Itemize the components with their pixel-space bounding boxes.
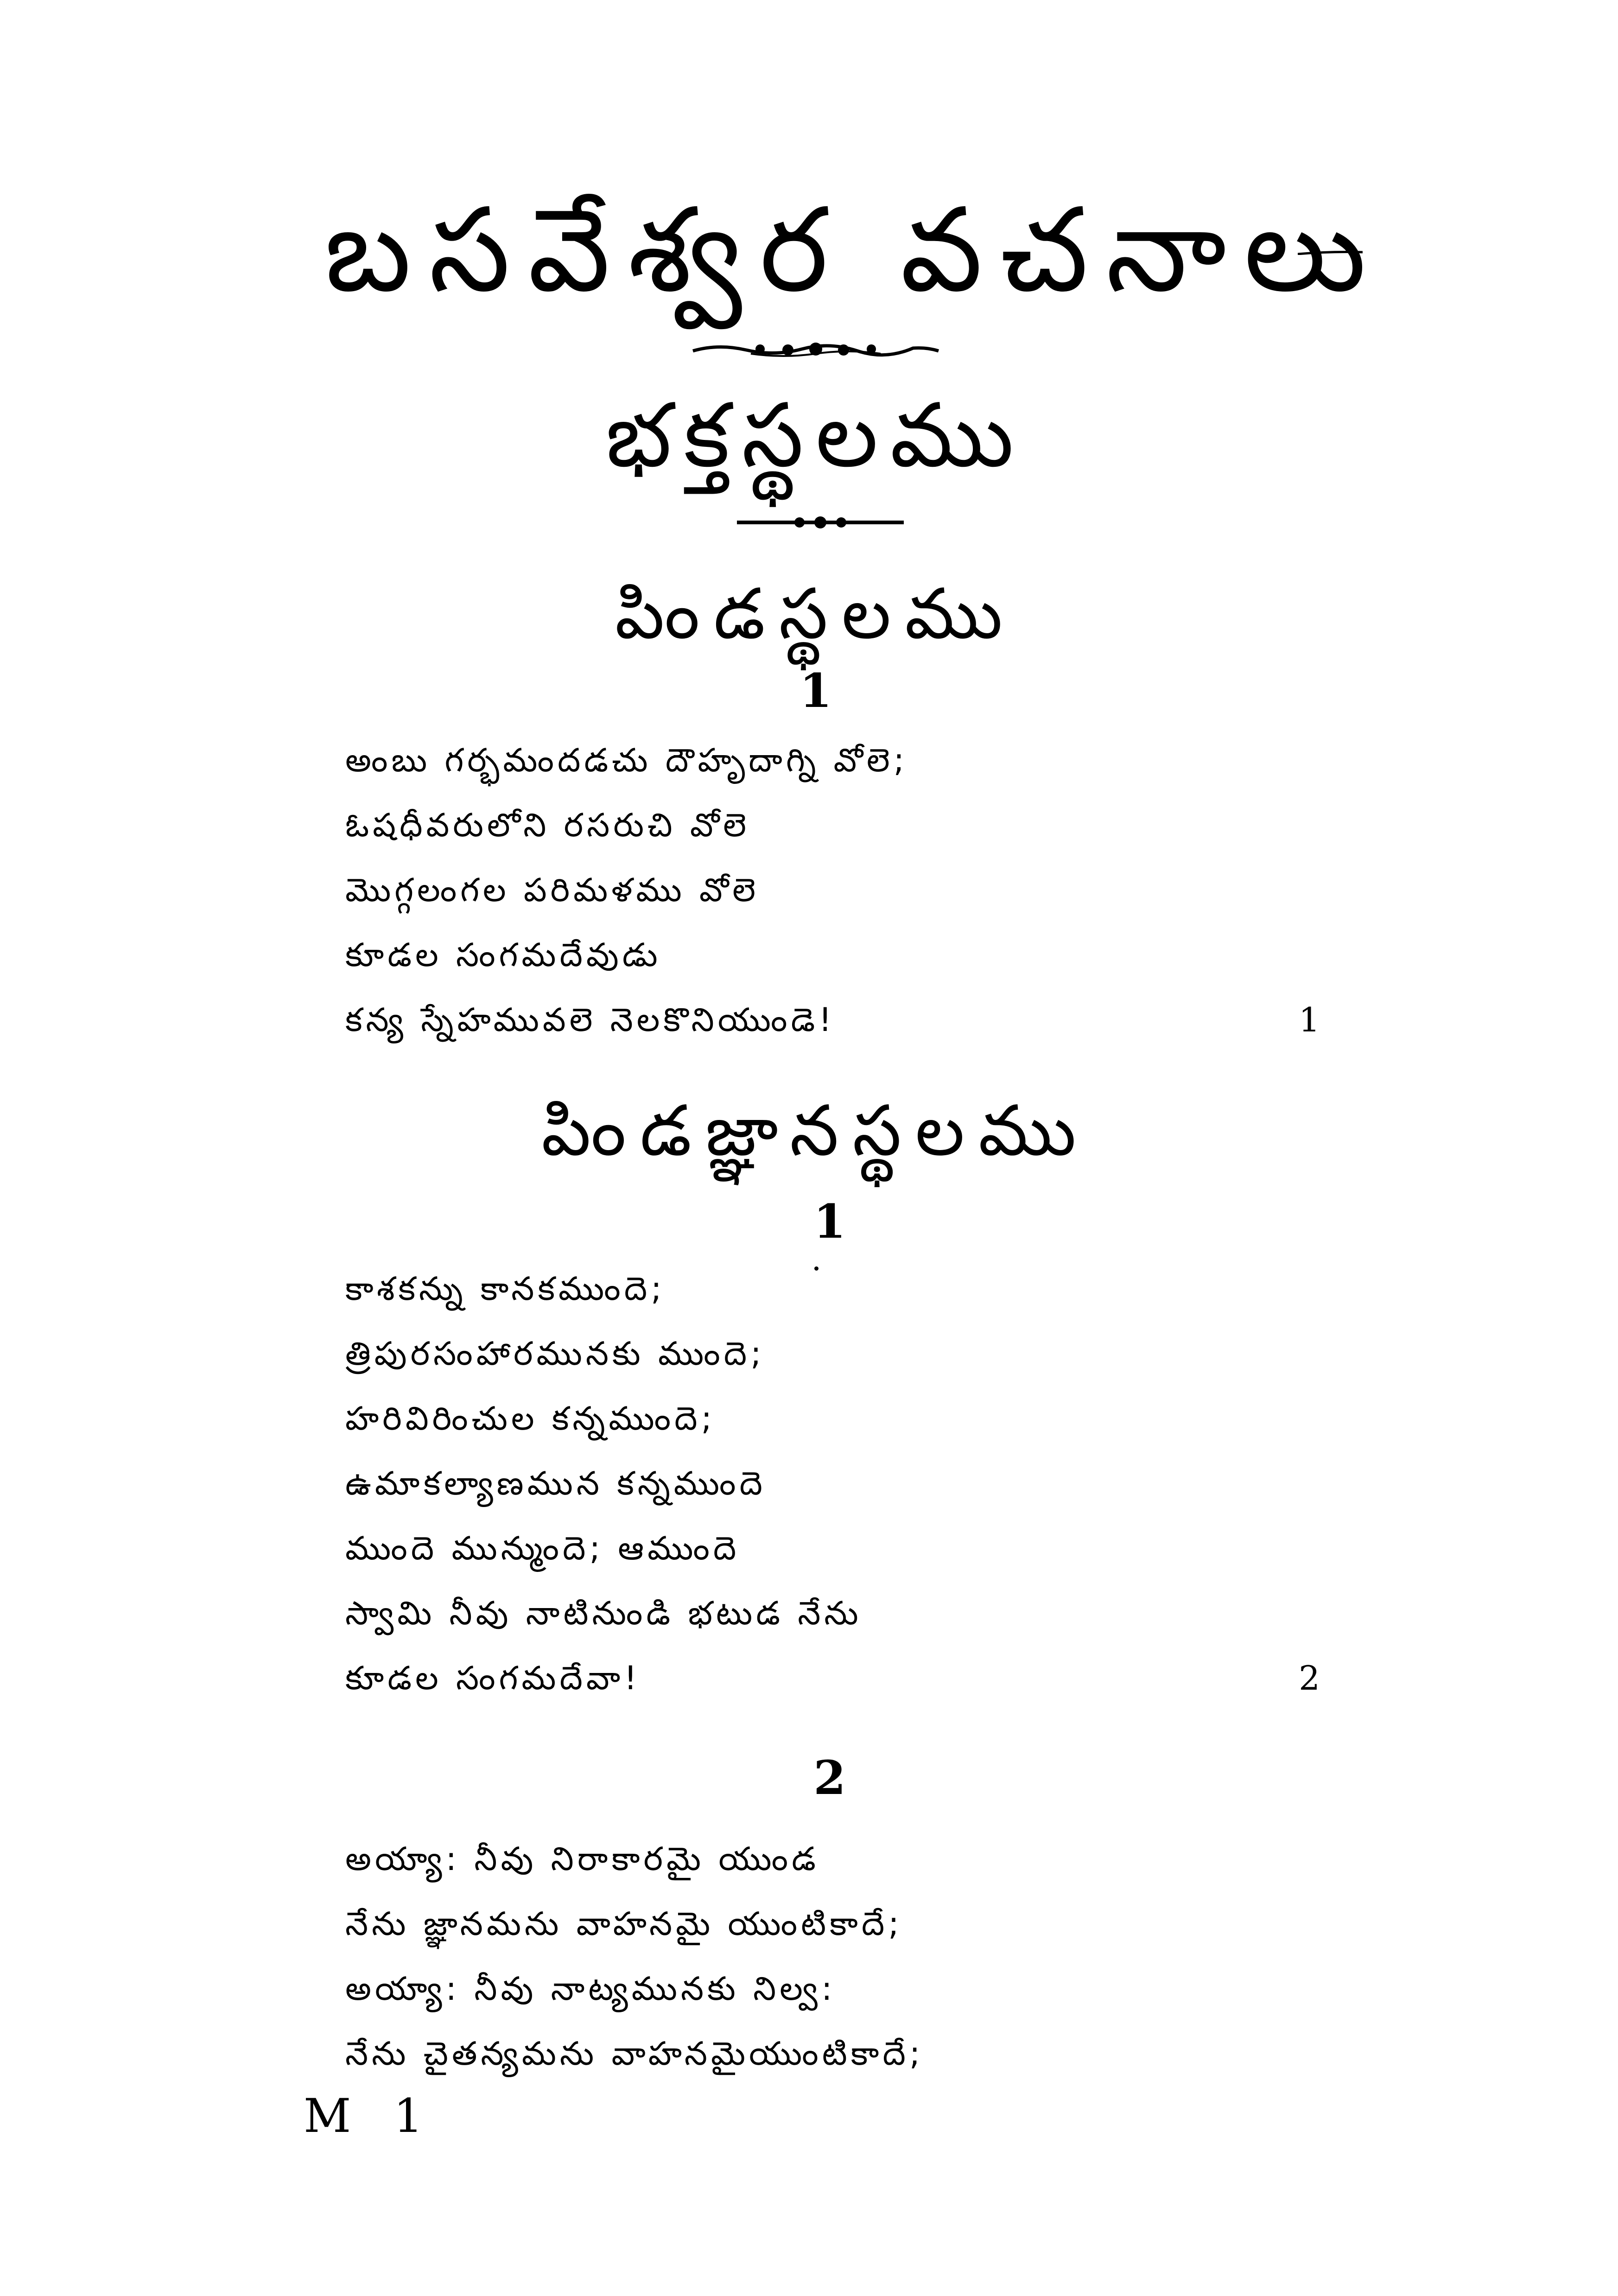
- margin-number: 1: [1299, 1000, 1320, 1039]
- verse-line: ఉమాకల్యాణమున కన్నముందె: [345, 1464, 766, 1502]
- verse-line: నేను చైతన్యమను వాహనమైయుంటికాదే;: [345, 2035, 924, 2073]
- stray-dot: [814, 1266, 819, 1271]
- verse-number: 2: [813, 1750, 846, 1805]
- verse-line: స్వామి నీవు నాటినుండి భటుడ నేను: [345, 1594, 862, 1632]
- verse-line: కూడల సంగమదేవా!: [345, 1659, 641, 1697]
- verse-line: అంబు గర్భమందడచు దౌహృదాగ్ని వోలె;: [345, 741, 908, 779]
- margin-number: 2: [1299, 1659, 1320, 1698]
- subsection-heading: పిండస్థలము: [615, 574, 1016, 655]
- verse-line: త్రిపురసంహారమునకు ముందె;: [345, 1335, 765, 1373]
- section-heading: భక్తస్థలము: [605, 384, 1026, 487]
- verse-line: హరివిరించుల కన్నముందె;: [345, 1399, 716, 1437]
- title-flourish: [1298, 250, 1363, 255]
- verse-line: ముందె మున్ముందె; ఆముందె: [345, 1529, 740, 1567]
- verse-line: మొగ్గలంగల పరిమళము వోలె: [345, 871, 760, 909]
- verse-line: నేను జ్ఞానమను వాహనమై యుంటికాదే;: [345, 1905, 903, 1943]
- verse-line: అయ్యా: నీవు నిరాకారమై యుండ: [345, 1840, 819, 1878]
- subsection-heading: పిండజ్ఞానస్థలము: [541, 1091, 1090, 1171]
- ornamental-divider: [691, 341, 941, 359]
- verse-line: కాశకన్ను కానకముందె;: [345, 1270, 666, 1308]
- verse-line: ఓషధీవరులోని రసరుచి వోలె: [345, 806, 750, 844]
- page-signature: M 1: [304, 2089, 437, 2143]
- verse-line: కన్య స్నేహమువలె నెలకొనియుండె!: [345, 1001, 836, 1039]
- ornamental-divider: [735, 515, 906, 530]
- page-title: బసవేశ్వర వచనాలు: [324, 183, 1384, 318]
- verse-number: 1: [813, 1194, 846, 1249]
- verse-line: అయ్యా: నీవు నాట్యమునకు నిల్వ:: [345, 1970, 836, 2008]
- verse-number: 1: [799, 663, 832, 718]
- verse-line: కూడల సంగమదేవుడు: [345, 936, 661, 974]
